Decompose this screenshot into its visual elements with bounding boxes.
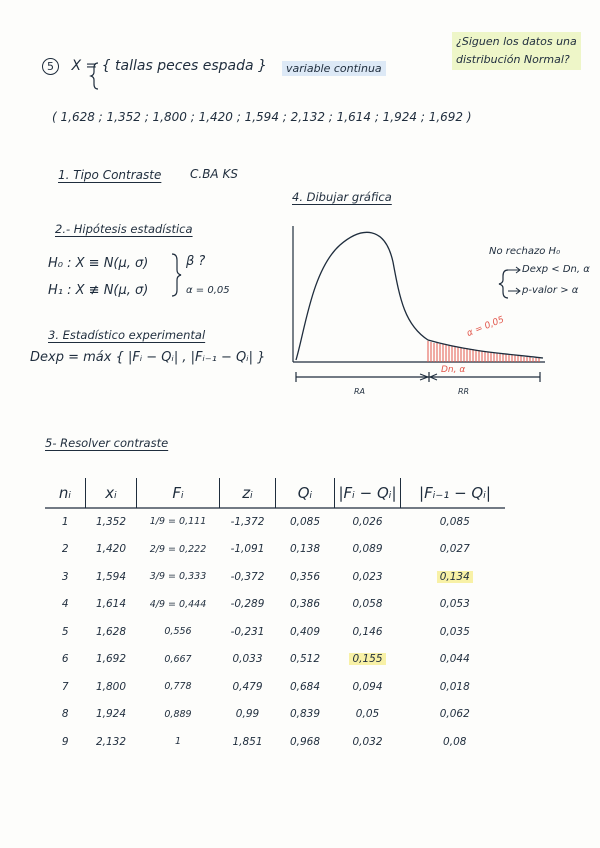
question-number: 5 [42, 58, 59, 75]
cell-value: 0,08 [443, 735, 467, 748]
table-cell [86, 673, 137, 701]
cell-value: 0,479 [232, 680, 263, 693]
table-cell [220, 646, 276, 674]
cell-value: 1,692 [95, 653, 127, 666]
cell-value: 0,033 [232, 653, 263, 666]
table-cell [335, 728, 401, 756]
cell-value: 0,134 [437, 571, 473, 583]
table-cell [335, 646, 401, 674]
cell-value: 0,094 [352, 680, 383, 693]
condition-pvalor: p-valor > α [522, 285, 579, 296]
table-cell [137, 563, 220, 591]
table-cell [335, 591, 401, 619]
table-cell [276, 508, 335, 536]
cell-value: 8 [61, 708, 69, 721]
table-cell [86, 536, 137, 564]
table-cell [401, 646, 510, 674]
arrow-dexp [508, 267, 520, 273]
cell-value: 0,778 [164, 681, 192, 693]
cell-value: 0,146 [352, 625, 383, 638]
table-row [45, 536, 509, 564]
cell-value: 0,035 [439, 625, 470, 638]
cell-value: -0,231 [230, 625, 265, 638]
header-xi: xᵢ [86, 478, 137, 508]
table-cell [220, 536, 276, 564]
table-cell [137, 673, 220, 701]
variable-definition: X = { tallas peces espada } [71, 58, 267, 74]
cell-value: 0,053 [439, 598, 470, 611]
cell-value: 1,800 [95, 680, 127, 693]
header-zi: zᵢ [220, 478, 276, 508]
table-row [45, 508, 509, 536]
cell-value: 0,556 [164, 626, 192, 638]
cell-value: 1,924 [95, 708, 127, 721]
table-row [45, 646, 509, 674]
table-cell [220, 701, 276, 729]
cell-value: 4 [61, 598, 69, 611]
cell-value: 0,026 [352, 515, 383, 528]
table-row [45, 673, 509, 701]
header-fi: Fᵢ [137, 478, 220, 508]
hypothesis-h1: H₁ : X ≢ N(μ, σ) [48, 283, 149, 298]
table-cell [45, 728, 86, 756]
step5-title: 5- Resolver contraste [45, 436, 169, 450]
cell-value: 3/9 = 0,333 [149, 571, 207, 583]
cell-value: 0,512 [289, 653, 321, 666]
table-cell [335, 536, 401, 564]
table-cell [401, 508, 510, 536]
cell-value: -0,289 [230, 598, 265, 611]
table-row [45, 563, 509, 591]
table-cell [276, 591, 335, 619]
table-cell [335, 701, 401, 729]
arrow-pvalor [508, 288, 520, 294]
cell-value: 7 [61, 680, 69, 693]
table-cell [401, 673, 510, 701]
cell-value: 1,352 [95, 515, 127, 528]
table-cell [401, 618, 510, 646]
table-row [45, 591, 509, 619]
cell-value: 1 [174, 736, 182, 748]
cell-value: 0,684 [289, 680, 321, 693]
table-cell [401, 563, 510, 591]
table-header-row [45, 478, 509, 508]
table-cell [276, 673, 335, 701]
step4-title: 4. Dibujar gráfica [292, 190, 392, 204]
table-cell [401, 591, 510, 619]
ra-label: RA [354, 387, 366, 396]
table-cell [335, 563, 401, 591]
table-cell [276, 701, 335, 729]
table-cell [137, 728, 220, 756]
table-cell [86, 508, 137, 536]
cell-value: 0,085 [289, 515, 321, 528]
header-qi: Qᵢ [276, 478, 335, 508]
table-cell [45, 563, 86, 591]
table-row [45, 701, 509, 729]
cell-value: 2/9 = 0,222 [149, 543, 207, 555]
step2-title: 2.- Hipótesis estadística [55, 222, 193, 236]
cell-value: 0,023 [352, 570, 383, 583]
cell-value: 1,851 [232, 735, 263, 748]
table-cell [45, 618, 86, 646]
table-body [45, 508, 509, 756]
step3-title: 3. Estadístico experimental [48, 328, 206, 342]
alpha-value: α = 0,05 [186, 285, 230, 296]
beta-label: β ? [186, 254, 206, 269]
table-cell [137, 591, 220, 619]
brace-hypothesis [172, 254, 181, 296]
alpha-region-label: α = 0,05 [465, 315, 506, 339]
header-ni: nᵢ [58, 484, 72, 502]
table-cell [137, 646, 220, 674]
question-line-2: distribución Normal? [456, 53, 570, 66]
cell-value: 0,05 [355, 708, 380, 721]
brace-variable [91, 63, 98, 89]
table-cell [137, 536, 220, 564]
cell-value: 0,032 [352, 735, 383, 748]
table-cell [86, 728, 137, 756]
table-cell [86, 618, 137, 646]
cell-value: 0,085 [439, 515, 470, 528]
cell-value: 0,968 [289, 735, 321, 748]
cell-value: 0,027 [439, 543, 470, 556]
cell-value: 9 [61, 735, 69, 748]
table-cell [86, 646, 137, 674]
table-cell [137, 508, 220, 536]
table-cell [335, 508, 401, 536]
cell-value: 1,594 [95, 570, 127, 583]
cell-value: 0,99 [235, 708, 260, 721]
cell-value: -1,091 [230, 543, 265, 556]
table-cell [86, 591, 137, 619]
cell-value: 6 [61, 653, 69, 666]
cell-value: 0,386 [289, 598, 321, 611]
table-row [45, 618, 509, 646]
cell-value: 0,356 [289, 570, 321, 583]
cell-value: 1,420 [95, 543, 127, 556]
results-table [45, 478, 509, 756]
cell-value: 5 [61, 625, 69, 638]
cell-value: 1,614 [95, 598, 127, 611]
cell-value: -0,372 [230, 570, 265, 583]
table-cell [220, 508, 276, 536]
cell-value: 1,628 [95, 625, 127, 638]
cell-value: 0,062 [439, 708, 470, 721]
rr-label: RR [458, 387, 470, 396]
header-abs-fi-qi: |Fᵢ − Qᵢ| [335, 478, 401, 508]
table-cell [276, 728, 335, 756]
step1-title: 1. Tipo Contraste [58, 168, 162, 182]
data-list: ( 1,628 ; 1,352 ; 1,800 ; 1,420 ; 1,594 ; 2,132 ; 1,614 ; 1,924 ; 1,692 ) [52, 110, 472, 124]
table-cell [335, 618, 401, 646]
table-cell [45, 536, 86, 564]
table-cell [45, 701, 86, 729]
density-curve [296, 232, 543, 360]
cell-value: 0,089 [352, 543, 383, 556]
cell-value: 0,044 [439, 653, 470, 666]
cell-value: 0,155 [349, 653, 385, 665]
cell-value: 2 [61, 543, 69, 556]
cell-value: 0,138 [289, 543, 321, 556]
table-cell [45, 591, 86, 619]
cell-value: 1/9 = 0,111 [149, 516, 207, 528]
table-cell [86, 701, 137, 729]
cell-value: 0,839 [289, 708, 321, 721]
table-cell [137, 618, 220, 646]
table-cell [86, 563, 137, 591]
header-abs-fi1-qi: |Fᵢ₋₁ − Qᵢ| [401, 478, 510, 508]
step1-value: C.BA KS [190, 167, 238, 181]
question-line-1: ¿Siguen los datos una [456, 35, 577, 48]
table-cell [220, 728, 276, 756]
cell-value: -1,372 [230, 515, 265, 528]
cell-value: 0,058 [352, 598, 383, 611]
table-row [45, 728, 509, 756]
condition-dexp: Dexp < Dn, α [522, 264, 590, 275]
table-cell [401, 536, 510, 564]
table-cell [276, 536, 335, 564]
table-cell [137, 701, 220, 729]
hypothesis-h0: H₀ : X ≡ N(μ, σ) [48, 256, 149, 271]
cell-value: 1 [61, 515, 69, 528]
table-cell [276, 563, 335, 591]
cell-value: 4/9 = 0,444 [149, 598, 207, 610]
cell-value: 3 [61, 570, 69, 583]
critical-value-label: Dn, α [441, 365, 466, 375]
table-cell [276, 646, 335, 674]
table-cell [401, 728, 510, 756]
variable-type: variable continua [282, 61, 386, 76]
table-cell [276, 618, 335, 646]
table-cell [220, 563, 276, 591]
cell-value: 0,409 [289, 625, 321, 638]
cell-value: 0,018 [439, 680, 470, 693]
cell-value: 0,889 [164, 708, 192, 720]
table-cell [45, 508, 86, 536]
no-rechazo-label: No rechazo H₀ [489, 246, 561, 257]
statistic-formula: Dexp = máx { |Fᵢ − Qᵢ| , |Fᵢ₋₁ − Qᵢ| } [30, 350, 266, 365]
table-cell [220, 618, 276, 646]
table-cell [45, 646, 86, 674]
table-cell [335, 673, 401, 701]
cell-value: 2,132 [95, 735, 127, 748]
table-cell [220, 591, 276, 619]
cell-value: 0,667 [164, 653, 192, 665]
table-cell [45, 673, 86, 701]
table-cell [401, 701, 510, 729]
table-cell [220, 673, 276, 701]
brace-conditions [499, 270, 508, 298]
